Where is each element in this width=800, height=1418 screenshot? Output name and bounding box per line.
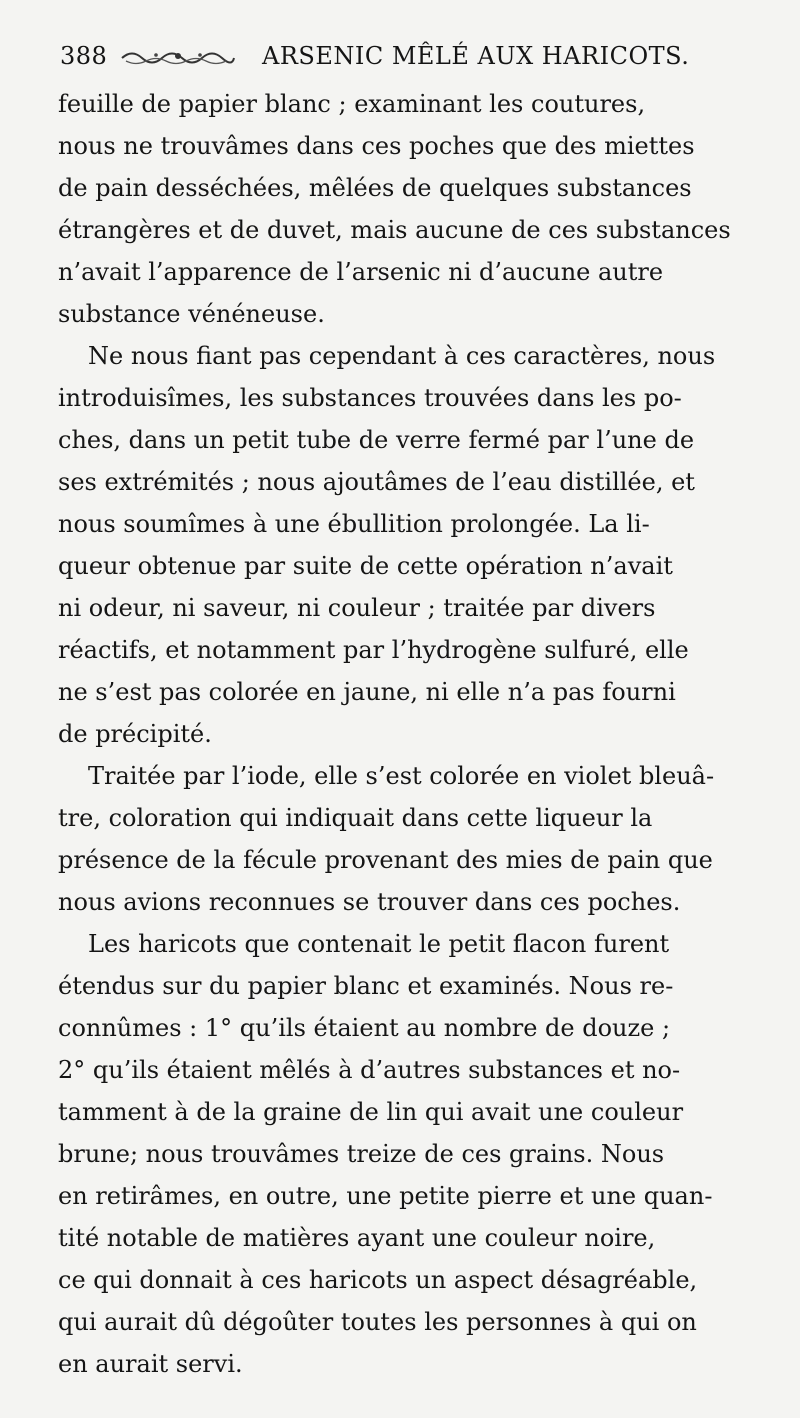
text-line: tamment à de la graine de lin qui avait une couleur [58, 1098, 684, 1126]
text-line: étendus sur du papier blanc et examinés. Nous re- [58, 972, 674, 1000]
text-line: nous soumîmes à une ébullition prolongée. La li- [58, 510, 650, 538]
text-line: étrangères et de duvet, mais aucune de ces substances [58, 216, 731, 244]
text-line: ches, dans un petit tube de verre fermé par l’une de [58, 426, 695, 454]
text-line: n’avait l’apparence de l’arsenic ni d’aucune autre [58, 258, 664, 286]
text-line: ni odeur, ni saveur, ni couleur ; traitée par divers [58, 594, 656, 622]
text-line: substance vénéneuse. [58, 300, 325, 328]
text-line: tité notable de matières ayant une couleur noire, [58, 1224, 656, 1252]
text-line: ses extrémités ; nous ajoutâmes de l’eau distillée, et [58, 468, 695, 496]
running-head-title: ARSENIC MÊLÉ AUX HARICOTS. [262, 42, 690, 70]
text-line: de pain desséchées, mêlées de quelques substances [58, 174, 692, 202]
text-line: réactifs, et notamment par l’hydrogène sulfuré, elle [58, 636, 689, 664]
paragraph-first-line: Les haricots que contenait le petit flacon furent [88, 930, 670, 958]
text-line: qui aurait dû dégoûter toutes les personnes à qui on [58, 1308, 697, 1336]
text-line: queur obtenue par suite de cette opération n’avait [58, 552, 673, 580]
page-number: 388 [60, 42, 108, 70]
text-line: brune; nous trouvâmes treize de ces grains. Nous [58, 1140, 665, 1168]
text-line: ne s’est pas colorée en jaune, ni elle n’a pas fourni [58, 678, 676, 706]
text-line: feuille de papier blanc ; examinant les coutures, [58, 90, 646, 118]
text-line: en aurait servi. [58, 1350, 243, 1378]
text-line: de précipité. [58, 720, 212, 748]
text-line: tre, coloration qui indiquait dans cette liqueur la [58, 804, 653, 832]
text-line: en retirâmes, en outre, une petite pierre et une quan- [58, 1182, 713, 1210]
paragraph-first-line: Traitée par l’iode, elle s’est colorée en violet bleuâ- [88, 762, 715, 790]
text-line: ce qui donnait à ces haricots un aspect désagréable, [58, 1266, 698, 1294]
text-line: 2° qu’ils étaient mêlés à d’autres substances et no- [58, 1056, 681, 1084]
text-line: nous ne trouvâmes dans ces poches que des miettes [58, 132, 695, 160]
text-line: nous avions reconnues se trouver dans ces poches. [58, 888, 681, 916]
text-line: connûmes : 1° qu’ils étaient au nombre de douze ; [58, 1014, 671, 1042]
text-line: présence de la fécule provenant des mies de pain que [58, 846, 713, 874]
text-line: introduisîmes, les substances trouvées dans les po- [58, 384, 682, 412]
paragraph-first-line: Ne nous fiant pas cependant à ces caractères, nous [88, 342, 716, 370]
